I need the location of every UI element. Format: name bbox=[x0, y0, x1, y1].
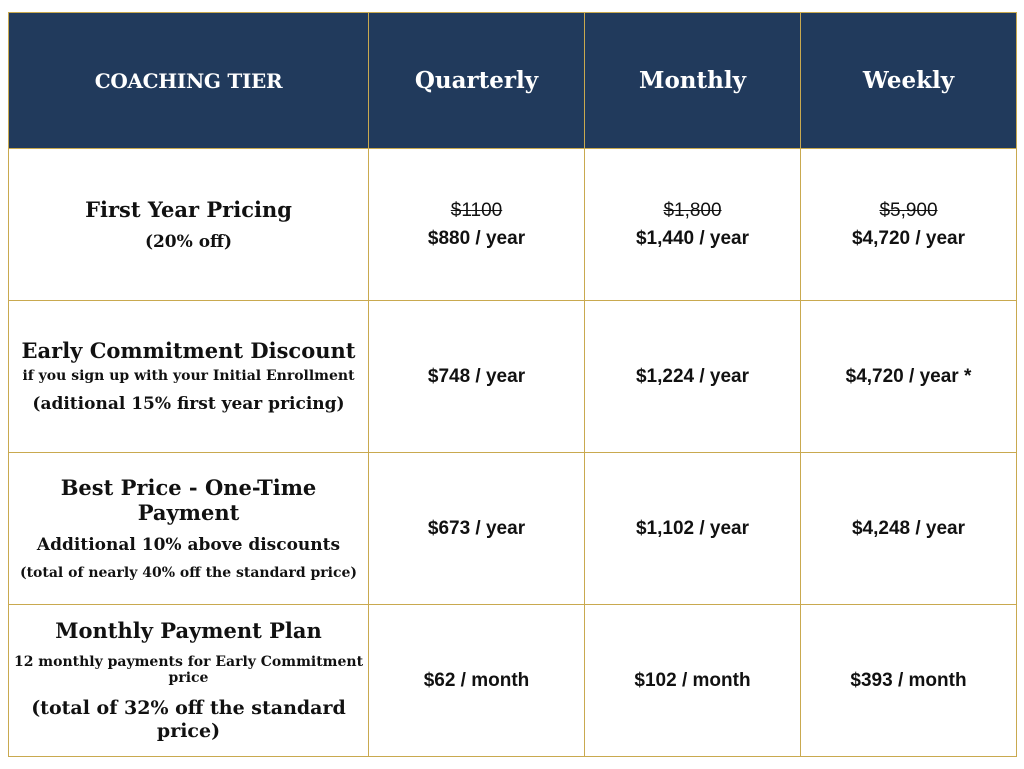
row-title: Monthly Payment Plan bbox=[55, 618, 322, 644]
row-note: (aditional 15% first year pricing) bbox=[32, 394, 345, 415]
row-subtitle: if you sign up with your Initial Enrollment bbox=[22, 367, 355, 384]
weekly-discounted-price: $4,720 / year bbox=[851, 227, 966, 249]
quarterly-original-price: $1100 bbox=[450, 199, 503, 221]
row-subtitle: Additional 10% above discounts bbox=[36, 535, 341, 556]
quarterly-price-cell: $62 / month bbox=[369, 605, 585, 757]
row-label-early-commitment bbox=[9, 301, 369, 453]
monthly-price-cell bbox=[585, 149, 801, 301]
table-row bbox=[9, 605, 1017, 757]
weekly-price-cell: $393 / month bbox=[801, 605, 1017, 757]
coaching-tier-header: COACHING TIER bbox=[9, 13, 369, 149]
quarterly-price-cell: $748 / year bbox=[369, 301, 585, 453]
monthly-original-price: $1,800 bbox=[663, 199, 722, 221]
quarterly-price-cell bbox=[369, 149, 585, 301]
row-title: Early Commitment Discount bbox=[21, 338, 356, 364]
row-title: First Year Pricing bbox=[85, 196, 292, 222]
monthly-discounted-price: $1,440 / year bbox=[635, 227, 750, 249]
monthly-header: Monthly bbox=[585, 13, 801, 149]
table-row bbox=[9, 301, 1017, 453]
monthly-price-cell: $1,102 / year bbox=[585, 453, 801, 605]
row-note: (total of 32% off the standard price) bbox=[31, 697, 346, 742]
row-note: (total of nearly 40% off the standard price) bbox=[19, 565, 358, 582]
monthly-price-cell: $102 / month bbox=[585, 605, 801, 757]
quarterly-header: Quarterly bbox=[369, 13, 585, 149]
row-title: Best Price - One-Time Payment bbox=[60, 474, 317, 525]
row-label-monthly-payment-plan bbox=[9, 605, 369, 757]
header-row bbox=[9, 13, 1017, 149]
weekly-price-cell: $4,248 / year bbox=[801, 453, 1017, 605]
quarterly-price-cell: $673 / year bbox=[369, 453, 585, 605]
table-row bbox=[9, 149, 1017, 301]
weekly-original-price: $5,900 bbox=[879, 199, 938, 221]
weekly-price-cell: $4,720 / year * bbox=[801, 301, 1017, 453]
row-subtitle: 12 monthly payments for Early Commitment price bbox=[13, 653, 364, 687]
table-row bbox=[9, 453, 1017, 605]
row-label-first-year-pricing bbox=[9, 149, 369, 301]
row-label-best-price bbox=[9, 453, 369, 605]
weekly-header: Weekly bbox=[801, 13, 1017, 149]
pricing-table bbox=[8, 12, 1017, 757]
monthly-price-cell: $1,224 / year bbox=[585, 301, 801, 453]
quarterly-discounted-price: $880 / year bbox=[427, 227, 526, 249]
row-subtitle: (20% off) bbox=[144, 231, 233, 252]
weekly-price-cell bbox=[801, 149, 1017, 301]
